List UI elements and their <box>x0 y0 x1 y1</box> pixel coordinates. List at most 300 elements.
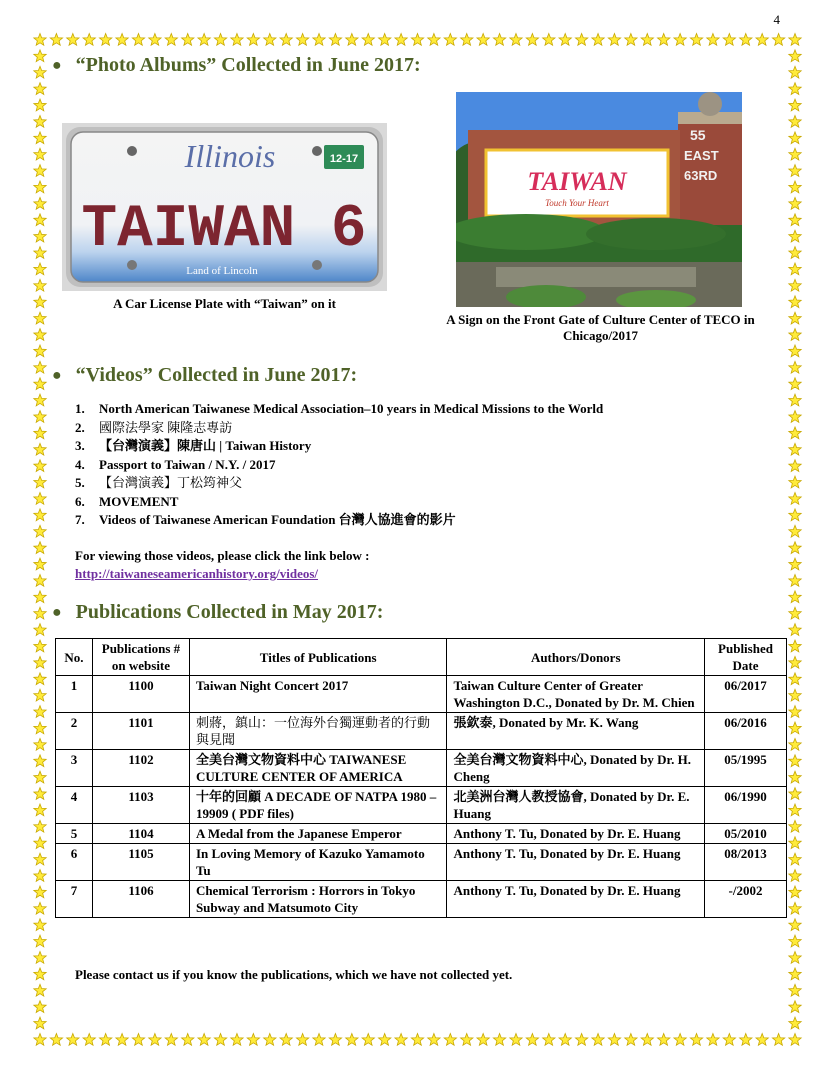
star-icon <box>707 34 719 46</box>
cell-title: Taiwan Night Concert 2017 <box>189 676 447 713</box>
star-icon <box>34 493 46 505</box>
video-item-number: 5. <box>75 475 85 490</box>
star-icon <box>789 214 801 226</box>
star-icon <box>789 935 801 947</box>
star-icon <box>296 34 308 46</box>
star-icon <box>428 34 440 46</box>
bullet-icon: ● <box>52 366 62 384</box>
star-icon <box>34 935 46 947</box>
star-icon <box>34 673 46 685</box>
star-icon <box>789 83 801 95</box>
star-icon <box>34 296 46 308</box>
cell-pub-number: 1103 <box>92 787 189 824</box>
video-item-title: North American Taiwanese Medical Association–10 years in Medical Missions to the World <box>99 401 604 416</box>
star-icon <box>789 99 801 111</box>
star-icon <box>674 34 686 46</box>
table-row <box>56 844 787 881</box>
video-item-title: MOVEMENT <box>99 493 179 509</box>
table-row <box>56 824 787 844</box>
star-icon <box>789 837 801 849</box>
cell-date: 08/2013 <box>705 844 787 881</box>
star-icon <box>789 673 801 685</box>
star-icon <box>34 640 46 652</box>
star-icon <box>510 34 522 46</box>
star-icon <box>789 263 801 275</box>
star-icon <box>674 1034 686 1046</box>
publications-footer-note: Please contact us if you know the publications, which we have not collected yet. <box>75 967 513 982</box>
cell-no: 3 <box>56 750 93 787</box>
cell-no: 7 <box>56 881 93 918</box>
sign-street-1: EAST <box>684 148 719 163</box>
table-header-row <box>56 639 787 676</box>
plate-tag: 12-17 <box>329 153 359 165</box>
plate-state: Illinois <box>184 138 276 174</box>
video-item[interactable] <box>75 456 603 475</box>
star-icon <box>789 968 801 980</box>
star-icon <box>34 771 46 783</box>
star-icon <box>34 50 46 62</box>
star-icon <box>116 34 128 46</box>
video-item[interactable] <box>75 419 603 438</box>
star-icon <box>789 361 801 373</box>
star-icon <box>592 34 604 46</box>
star-icon <box>789 247 801 259</box>
table-row <box>56 676 787 713</box>
star-icon <box>559 34 571 46</box>
star-icon <box>34 165 46 177</box>
star-icon <box>34 1034 46 1046</box>
star-icon <box>575 34 587 46</box>
star-icon <box>789 574 801 586</box>
star-icon <box>34 656 46 668</box>
star-icon <box>67 34 79 46</box>
star-icon <box>296 1034 308 1046</box>
cell-date: 06/1990 <box>705 787 787 824</box>
cell-author: 北美洲台灣人教授協會, Donated by Dr. E. Huang <box>447 787 705 824</box>
star-icon <box>34 247 46 259</box>
star-icon <box>789 689 801 701</box>
star-icon <box>789 820 801 832</box>
star-icon <box>510 1034 522 1046</box>
star-icon <box>132 34 144 46</box>
cell-no: 2 <box>56 713 93 750</box>
star-icon <box>280 1034 292 1046</box>
star-icon <box>34 804 46 816</box>
star-icon <box>34 132 46 144</box>
star-icon <box>789 476 801 488</box>
cell-date: 05/1995 <box>705 750 787 787</box>
star-icon <box>34 394 46 406</box>
star-icon <box>789 427 801 439</box>
license-plate-caption: A Car License Plate with “Taiwan” on it <box>113 296 336 311</box>
star-icon <box>789 804 801 816</box>
star-icon <box>34 181 46 193</box>
star-icon <box>34 525 46 537</box>
star-icon <box>789 460 801 472</box>
videos-note: For viewing those videos, please click the link below : <box>75 548 370 563</box>
star-icon <box>789 656 801 668</box>
star-icon <box>280 34 292 46</box>
star-icon <box>313 1034 325 1046</box>
star-icon <box>444 34 456 46</box>
star-icon <box>789 902 801 914</box>
star-icon <box>231 1034 243 1046</box>
star-icon <box>34 738 46 750</box>
star-icon <box>789 738 801 750</box>
star-icon <box>132 1034 144 1046</box>
license-plate-photo <box>62 123 387 291</box>
star-icon <box>34 443 46 455</box>
sign-street-2: 63RD <box>684 168 718 183</box>
star-icon <box>658 34 670 46</box>
bullet-icon: ● <box>52 56 62 74</box>
star-icon <box>789 525 801 537</box>
video-item-number: 1. <box>75 401 85 416</box>
star-icon <box>789 230 801 242</box>
cell-pub-number: 1104 <box>92 824 189 844</box>
star-icon <box>789 771 801 783</box>
teco-sign-caption-line-1: A Sign on the Front Gate of Culture Center of TECO in <box>446 312 755 327</box>
star-icon <box>34 837 46 849</box>
publications-heading <box>52 601 383 624</box>
star-icon <box>34 886 46 898</box>
videos-list <box>75 400 603 530</box>
bullet-icon: ● <box>52 603 62 621</box>
star-icon <box>264 1034 276 1046</box>
star-icon <box>395 34 407 46</box>
star-icon <box>378 34 390 46</box>
star-icon <box>34 952 46 964</box>
star-icon <box>690 1034 702 1046</box>
video-item-number: 2. <box>75 419 85 435</box>
star-icon <box>641 34 653 46</box>
star-icon <box>772 1034 784 1046</box>
star-icon <box>789 181 801 193</box>
star-icon <box>264 34 276 46</box>
star-icon <box>444 1034 456 1046</box>
star-icon <box>428 1034 440 1046</box>
column-header-no: No. <box>56 639 93 676</box>
table-row <box>56 787 787 824</box>
star-icon <box>789 279 801 291</box>
plate-motto: Land of Lincoln <box>186 265 258 277</box>
cell-title: 十年的回顧 A DECADE OF NATPA 1980 – 19909 ( PDF files) <box>189 787 447 824</box>
star-icon <box>182 34 194 46</box>
star-icon <box>789 312 801 324</box>
star-icon <box>34 820 46 832</box>
star-icon <box>34 197 46 209</box>
star-icon <box>477 1034 489 1046</box>
star-icon <box>789 411 801 423</box>
star-icon <box>789 115 801 127</box>
star-icon <box>789 378 801 390</box>
star-icon <box>789 722 801 734</box>
table-row <box>56 881 787 918</box>
star-icon <box>34 919 46 931</box>
cell-no: 1 <box>56 676 93 713</box>
star-icon <box>723 34 735 46</box>
star-icon <box>789 640 801 652</box>
star-icon <box>789 148 801 160</box>
photo-albums-heading <box>52 54 421 77</box>
star-icon <box>789 345 801 357</box>
video-item[interactable] <box>75 400 603 419</box>
star-icon <box>789 443 801 455</box>
video-item[interactable] <box>75 474 603 493</box>
teco-sign-photo <box>456 92 742 307</box>
star-icon <box>740 34 752 46</box>
star-icon <box>362 34 374 46</box>
star-icon <box>34 902 46 914</box>
star-icon <box>34 574 46 586</box>
star-icon <box>34 607 46 619</box>
star-icon <box>756 1034 768 1046</box>
star-icon <box>789 1001 801 1013</box>
star-icon <box>641 1034 653 1046</box>
star-icon <box>789 493 801 505</box>
video-item[interactable] <box>75 511 603 530</box>
star-icon <box>789 919 801 931</box>
cell-title: In Loving Memory of Kazuko Yamamoto Tu <box>189 844 447 881</box>
cell-author: 全美台灣文物資料中心, Donated by Dr. H. Cheng <box>447 750 705 787</box>
star-icon <box>575 1034 587 1046</box>
star-icon <box>789 394 801 406</box>
video-item-number: 4. <box>75 456 85 472</box>
star-icon <box>461 1034 473 1046</box>
column-header-authors: Authors/Donors <box>447 639 705 676</box>
star-icon <box>34 853 46 865</box>
publications-table <box>55 638 787 918</box>
star-icon <box>461 34 473 46</box>
cell-title: A Medal from the Japanese Emperor <box>189 824 447 844</box>
star-icon <box>789 1017 801 1029</box>
cell-pub-number: 1102 <box>92 750 189 787</box>
star-icon <box>83 34 95 46</box>
cell-author: Anthony T. Tu, Donated by Dr. E. Huang <box>447 844 705 881</box>
star-icon <box>772 34 784 46</box>
star-icon <box>34 591 46 603</box>
star-icon <box>34 984 46 996</box>
cell-date: 06/2017 <box>705 676 787 713</box>
cell-no: 4 <box>56 787 93 824</box>
star-icon <box>34 329 46 341</box>
star-icon <box>149 34 161 46</box>
star-icon <box>411 34 423 46</box>
star-icon <box>789 165 801 177</box>
star-icon <box>34 1001 46 1013</box>
star-icon <box>789 509 801 521</box>
video-item-title: 【台灣演義】陳唐山 | Taiwan History <box>99 438 312 453</box>
star-icon <box>789 853 801 865</box>
star-icon <box>346 34 358 46</box>
cell-title: 刺蔣，鎮山：一位海外台獨運動者的行動與見聞 <box>189 713 447 750</box>
star-icon <box>378 1034 390 1046</box>
star-icon <box>34 427 46 439</box>
star-icon <box>34 263 46 275</box>
star-icon <box>34 230 46 242</box>
star-icon <box>83 1034 95 1046</box>
star-icon <box>346 1034 358 1046</box>
cell-author: Taiwan Culture Center of Greater Washington D.C., Donated by Dr. M. Chien <box>447 676 705 713</box>
star-icon <box>34 509 46 521</box>
table-row <box>56 750 787 787</box>
star-icon <box>493 1034 505 1046</box>
star-icon <box>34 345 46 357</box>
star-icon <box>34 624 46 636</box>
column-header-title: Titles of Publications <box>189 639 447 676</box>
star-icon <box>789 197 801 209</box>
star-icon <box>34 115 46 127</box>
star-icon <box>34 1017 46 1029</box>
star-icon <box>789 66 801 78</box>
star-icon <box>34 968 46 980</box>
star-icon <box>756 34 768 46</box>
cell-no: 6 <box>56 844 93 881</box>
videos-heading <box>52 364 357 387</box>
cell-author: 張欽泰, Donated by Mr. K. Wang <box>447 713 705 750</box>
star-icon <box>789 329 801 341</box>
sign-tagline: Touch Your Heart <box>545 198 609 208</box>
cell-date: 06/2016 <box>705 713 787 750</box>
video-item-title: Passport to Taiwan / N.Y. / 2017 <box>99 456 276 472</box>
video-item-title: 國際法學家 陳隆志專訪 <box>99 419 233 435</box>
star-icon <box>182 1034 194 1046</box>
star-icon <box>34 476 46 488</box>
star-icon <box>789 1034 801 1046</box>
page-number: 4 <box>773 12 780 27</box>
sign-logo: TAIWAN <box>527 167 627 196</box>
star-icon <box>34 83 46 95</box>
videos-link[interactable]: http://taiwaneseamericanhistory.org/videos/ <box>75 566 319 581</box>
star-icon <box>789 624 801 636</box>
star-icon <box>214 34 226 46</box>
cell-author: Anthony T. Tu, Donated by Dr. E. Huang <box>447 824 705 844</box>
star-icon <box>789 886 801 898</box>
cell-pub-number: 1106 <box>92 881 189 918</box>
star-icon <box>247 1034 259 1046</box>
star-icon <box>165 1034 177 1046</box>
star-icon <box>789 706 801 718</box>
star-icon <box>313 34 325 46</box>
publications-heading-text: Publications Collected in May 2017: <box>75 601 384 623</box>
star-icon <box>789 132 801 144</box>
teco-sign-caption <box>418 312 783 344</box>
star-icon <box>34 312 46 324</box>
star-icon <box>67 1034 79 1046</box>
column-header-date: Published Date <box>705 639 787 676</box>
table-row <box>56 713 787 750</box>
cell-author: Anthony T. Tu, Donated by Dr. E. Huang <box>447 881 705 918</box>
star-icon <box>789 984 801 996</box>
star-icon <box>789 558 801 570</box>
star-icon <box>625 34 637 46</box>
star-icon <box>198 34 210 46</box>
star-icon <box>149 1034 161 1046</box>
star-icon <box>34 148 46 160</box>
plate-number: TAIWAN 6 <box>81 196 367 264</box>
star-icon <box>50 34 62 46</box>
video-item-title: 【台灣演義】丁松筠神父 <box>99 475 243 490</box>
star-icon <box>34 689 46 701</box>
star-icon <box>740 1034 752 1046</box>
star-icon <box>116 1034 128 1046</box>
video-item-number: 3. <box>75 438 85 453</box>
star-icon <box>789 952 801 964</box>
star-icon <box>395 1034 407 1046</box>
star-icon <box>789 607 801 619</box>
star-icon <box>477 34 489 46</box>
star-icon <box>526 1034 538 1046</box>
star-icon <box>789 296 801 308</box>
cell-title: 全美台灣文物資料中心 TAIWANESE CULTURE CENTER OF AMERICA <box>189 750 447 787</box>
star-icon <box>411 1034 423 1046</box>
star-icon <box>493 34 505 46</box>
star-icon <box>592 1034 604 1046</box>
star-icon <box>789 870 801 882</box>
star-icon <box>34 755 46 767</box>
star-icon <box>34 411 46 423</box>
star-icon <box>231 34 243 46</box>
star-icon <box>34 214 46 226</box>
star-icon <box>99 1034 111 1046</box>
star-icon <box>608 34 620 46</box>
star-icon <box>608 1034 620 1046</box>
star-icon <box>362 1034 374 1046</box>
star-icon <box>34 460 46 472</box>
star-icon <box>198 1034 210 1046</box>
star-icon <box>789 542 801 554</box>
star-icon <box>34 34 46 46</box>
star-icon <box>789 788 801 800</box>
sign-number: 55 <box>690 127 706 143</box>
cell-title: Chemical Terrorism : Horrors in Tokyo Subway and Matsumoto City <box>189 881 447 918</box>
star-icon <box>34 542 46 554</box>
star-icon <box>247 34 259 46</box>
star-icon <box>543 1034 555 1046</box>
star-icon <box>543 34 555 46</box>
photo-albums-heading-text: “Photo Albums” Collected in June 2017: <box>75 54 421 76</box>
videos-heading-text: “Videos” Collected in June 2017: <box>75 364 358 386</box>
star-icon <box>34 722 46 734</box>
column-header-pub-number: Publications # on website <box>92 639 189 676</box>
star-icon <box>707 1034 719 1046</box>
cell-no: 5 <box>56 824 93 844</box>
star-icon <box>789 50 801 62</box>
video-item[interactable] <box>75 437 603 456</box>
star-icon <box>99 34 111 46</box>
star-icon <box>34 558 46 570</box>
cell-pub-number: 1105 <box>92 844 189 881</box>
cell-pub-number: 1101 <box>92 713 189 750</box>
star-icon <box>625 1034 637 1046</box>
star-icon <box>723 1034 735 1046</box>
star-icon <box>50 1034 62 1046</box>
star-icon <box>658 1034 670 1046</box>
video-item[interactable] <box>75 493 603 512</box>
star-icon <box>34 378 46 390</box>
star-icon <box>165 34 177 46</box>
star-icon <box>34 279 46 291</box>
cell-date: -/2002 <box>705 881 787 918</box>
star-icon <box>34 706 46 718</box>
video-item-number: 7. <box>75 512 85 527</box>
star-icon <box>329 1034 341 1046</box>
star-icon <box>34 788 46 800</box>
video-item-title: Videos of Taiwanese American Foundation 台灣人協進會的影片 <box>99 512 456 527</box>
video-item-number: 6. <box>75 493 85 509</box>
star-icon <box>34 99 46 111</box>
star-icon <box>690 34 702 46</box>
